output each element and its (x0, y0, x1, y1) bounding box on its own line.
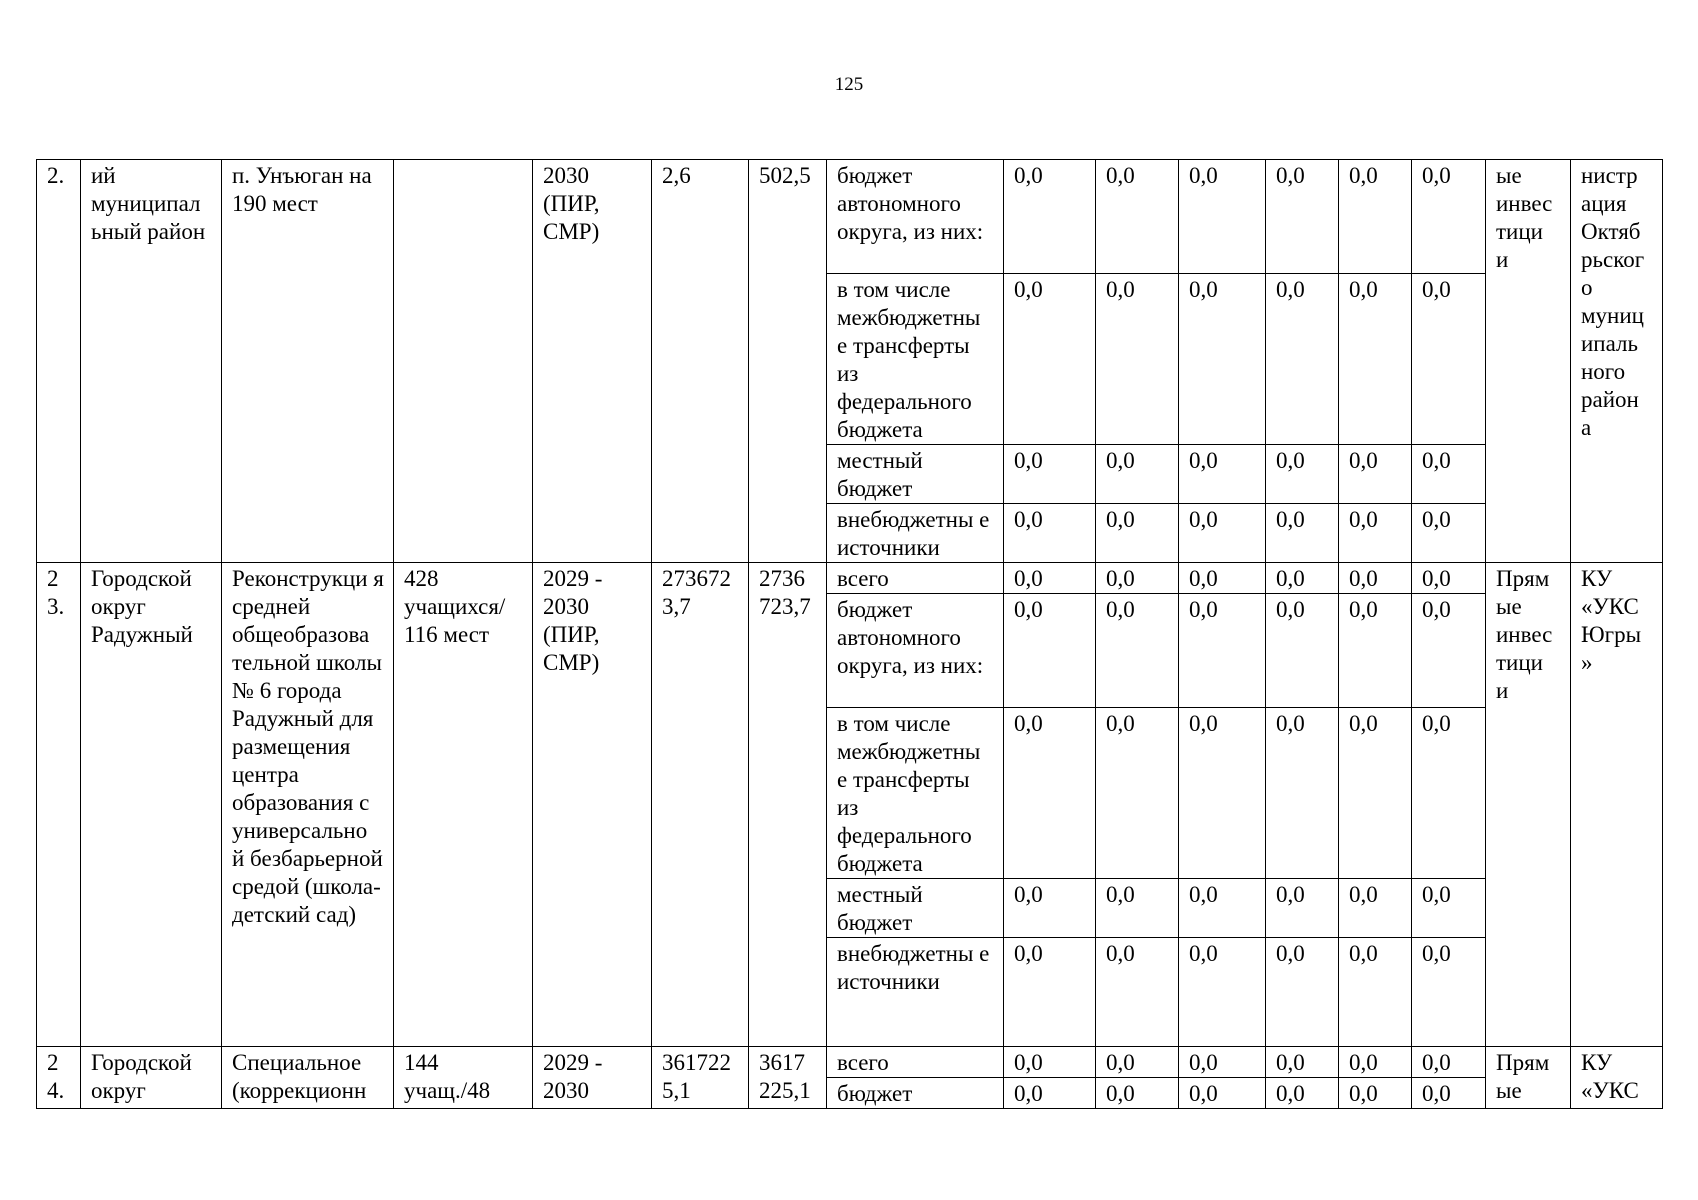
customer-cell: нистр ация Октяб рьског о муниц ипаль ного район а (1571, 160, 1663, 563)
funding-value: 0,0 (1266, 594, 1339, 708)
funding-value: 0,0 (1339, 938, 1412, 1047)
funding-source-label: всего (827, 563, 1004, 594)
funding-source-label: в том числе межбюджетны е трансферты из федерального бюджета (827, 708, 1004, 879)
funding-source-label: бюджет автономного округа, из них: (827, 594, 1004, 708)
funding-value: 0,0 (1266, 708, 1339, 879)
table-row (37, 1047, 1663, 1078)
funding-value: 0,0 (1096, 504, 1179, 563)
funding-value: 0,0 (1412, 563, 1486, 594)
row-number: 2. (37, 160, 81, 563)
funding-value: 0,0 (1412, 445, 1486, 504)
funding-source-label: местный бюджет (827, 445, 1004, 504)
funding-source-label: в том числе межбюджетны е трансферты из федерального бюджета (827, 274, 1004, 445)
customer-cell: КУ «УКС (1571, 1047, 1663, 1109)
funding-value: 0,0 (1266, 938, 1339, 1047)
funding-value: 0,0 (1096, 1047, 1179, 1078)
investment-type-cell: Прям ые (1486, 1047, 1571, 1109)
cost-cell: 361722 5,1 (652, 1047, 749, 1109)
funding-value: 0,0 (1179, 504, 1266, 563)
capacity-cell: 428 учащихся/ 116 мест (394, 563, 533, 1047)
table-row (37, 563, 1663, 594)
municipality-cell: Городской округ (81, 1047, 222, 1109)
cost-cell: 2,6 (652, 160, 749, 563)
funding-value: 0,0 (1179, 594, 1266, 708)
funding-value: 0,0 (1179, 160, 1266, 274)
funding-value: 0,0 (1266, 504, 1339, 563)
funding-value: 0,0 (1412, 879, 1486, 938)
funding-source-label: бюджет (827, 1078, 1004, 1109)
funding-value: 0,0 (1004, 160, 1096, 274)
row-number: 2 3. (37, 563, 81, 1047)
funding-value: 0,0 (1179, 563, 1266, 594)
funding-value: 0,0 (1266, 274, 1339, 445)
funding-value: 0,0 (1339, 594, 1412, 708)
funding-value: 0,0 (1004, 1047, 1096, 1078)
funding-value: 0,0 (1096, 563, 1179, 594)
funding-value: 0,0 (1096, 445, 1179, 504)
funding-value: 0,0 (1412, 274, 1486, 445)
cost-cell: 2736 723,7 (749, 563, 827, 1047)
funding-value: 0,0 (1339, 160, 1412, 274)
funding-value: 0,0 (1412, 708, 1486, 879)
object-cell: п. Унъюган на 190 мест (222, 160, 394, 563)
row-number: 2 4. (37, 1047, 81, 1109)
investment-type-cell: Прям ые инвес тици и (1486, 563, 1571, 1047)
funding-value: 0,0 (1412, 504, 1486, 563)
municipality-cell: Городской округ Радужный (81, 563, 222, 1047)
customer-cell: КУ «УКС Югры » (1571, 563, 1663, 1047)
funding-value: 0,0 (1004, 274, 1096, 445)
funding-value: 0,0 (1339, 563, 1412, 594)
funding-value: 0,0 (1266, 1078, 1339, 1109)
cost-cell: 273672 3,7 (652, 563, 749, 1047)
funding-value: 0,0 (1179, 274, 1266, 445)
funding-value: 0,0 (1096, 160, 1179, 274)
funding-value: 0,0 (1096, 879, 1179, 938)
funding-value: 0,0 (1004, 708, 1096, 879)
funding-value: 0,0 (1004, 1078, 1096, 1109)
funding-value: 0,0 (1266, 160, 1339, 274)
funding-value: 0,0 (1339, 504, 1412, 563)
funding-value: 0,0 (1179, 1047, 1266, 1078)
funding-value: 0,0 (1266, 445, 1339, 504)
funding-source-label: всего (827, 1047, 1004, 1078)
funding-value: 0,0 (1412, 160, 1486, 274)
funding-value: 0,0 (1339, 274, 1412, 445)
funding-value: 0,0 (1412, 938, 1486, 1047)
funding-value: 0,0 (1339, 1078, 1412, 1109)
period-cell: 2029 - 2030 (533, 1047, 652, 1109)
funding-source-label: внебюджетны е источники (827, 504, 1004, 563)
funding-value: 0,0 (1412, 1078, 1486, 1109)
object-cell: Реконструкци я средней общеобразова тельной школы № 6 города Радужный для размещения центра образования с универсально й безбарьерной средой (школа-детский сад) (222, 563, 394, 1047)
budget-table (36, 159, 1663, 1109)
funding-value: 0,0 (1096, 1078, 1179, 1109)
funding-value: 0,0 (1339, 1047, 1412, 1078)
funding-value: 0,0 (1004, 445, 1096, 504)
municipality-cell: ий муниципал ьный район (81, 160, 222, 563)
funding-value: 0,0 (1266, 563, 1339, 594)
cost-cell: 3617 225,1 (749, 1047, 827, 1109)
funding-value: 0,0 (1179, 1078, 1266, 1109)
funding-source-label: внебюджетны е источники (827, 938, 1004, 1047)
funding-value: 0,0 (1004, 879, 1096, 938)
funding-value: 0,0 (1339, 879, 1412, 938)
capacity-cell (394, 160, 533, 563)
object-cell: Специальное (коррекционн (222, 1047, 394, 1109)
funding-value: 0,0 (1412, 1047, 1486, 1078)
funding-source-label: местный бюджет (827, 879, 1004, 938)
period-cell: 2029 - 2030 (ПИР, СМР) (533, 563, 652, 1047)
cost-cell: 502,5 (749, 160, 827, 563)
funding-value: 0,0 (1179, 445, 1266, 504)
funding-value: 0,0 (1096, 938, 1179, 1047)
capacity-cell: 144 учащ./48 (394, 1047, 533, 1109)
funding-value: 0,0 (1412, 594, 1486, 708)
funding-source-label: бюджет автономного округа, из них: (827, 160, 1004, 274)
funding-value: 0,0 (1179, 708, 1266, 879)
period-cell: 2030 (ПИР, СМР) (533, 160, 652, 563)
funding-value: 0,0 (1004, 563, 1096, 594)
funding-value: 0,0 (1179, 938, 1266, 1047)
funding-value: 0,0 (1266, 1047, 1339, 1078)
funding-value: 0,0 (1179, 879, 1266, 938)
funding-value: 0,0 (1339, 445, 1412, 504)
funding-value: 0,0 (1004, 938, 1096, 1047)
funding-value: 0,0 (1004, 594, 1096, 708)
funding-value: 0,0 (1096, 708, 1179, 879)
funding-value: 0,0 (1096, 274, 1179, 445)
funding-value: 0,0 (1339, 708, 1412, 879)
table-row (37, 160, 1663, 274)
funding-value: 0,0 (1004, 504, 1096, 563)
funding-value: 0,0 (1096, 594, 1179, 708)
funding-value: 0,0 (1266, 879, 1339, 938)
investment-type-cell: ые инвес тици и (1486, 160, 1571, 563)
page-number: 125 (834, 74, 864, 95)
